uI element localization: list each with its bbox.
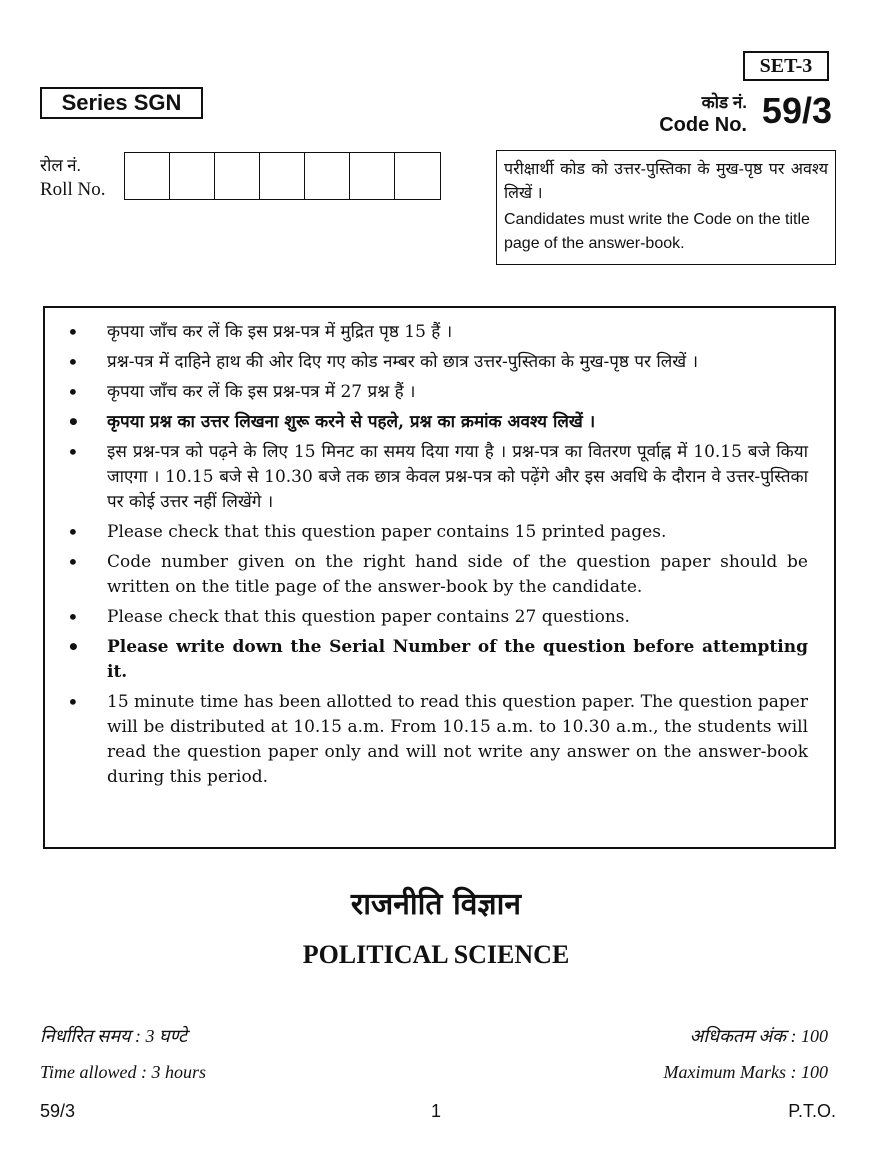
roll-number-cell[interactable] — [395, 153, 440, 199]
time-allowed: Time allowed : 3 hours — [40, 1062, 207, 1082]
code-number: 59/3 — [761, 90, 832, 131]
roll-label: Roll No. — [40, 179, 106, 200]
code-label: Code No. — [659, 114, 747, 136]
roll-number-cell[interactable] — [170, 153, 215, 199]
instruction-item: • कृपया प्रश्न का उत्तर लिखना शुरू करने से पहले, प्रश्न का क्रमांक अवश्य लिखें । — [45, 410, 808, 435]
roll-number-cell[interactable] — [125, 153, 170, 199]
series-label: Series SGN — [40, 87, 203, 119]
code-note-box — [496, 150, 836, 265]
code-note-hindi: परीक्षार्थी कोड को उत्तर-पुस्तिका के मुख-पृष्ठ पर अवश्य लिखें । — [504, 161, 828, 202]
instruction-item: • कृपया जाँच कर लें कि इस प्रश्न-पत्र में मुद्रित पृष्ठ 15 हैं । — [45, 320, 808, 345]
instruction-item: • Please check that this question paper contains 27 questions. — [45, 605, 808, 630]
subject-title-hindi: राजनीति विज्ञान — [350, 887, 522, 922]
roll-number-cell[interactable] — [350, 153, 395, 199]
roll-label-hindi: रोल नं. — [40, 156, 81, 175]
instruction-item: • Please check that this question paper contains 15 printed pages. — [45, 520, 808, 545]
subject-title: POLITICAL SCIENCE — [302, 940, 570, 969]
instruction-item: • 15 minute time has been allotted to read this question paper. The question paper will be distributed at 10.15 a.m. From 10.15 a.m. to 10.30 a.m., the students will read the question paper only and will not write any answer on the answer-book during this period. — [45, 690, 808, 790]
instructions-box — [43, 306, 836, 849]
set-badge: SET-3 — [743, 51, 829, 81]
instruction-item: • Code number given on the right hand side of the question paper should be written on the title page of the answer-book by the candidate. — [45, 550, 808, 600]
roll-number-cell[interactable] — [215, 153, 260, 199]
roll-number-boxes[interactable] — [124, 152, 441, 200]
instruction-item: • Please write down the Serial Number of the question before attempting it. — [45, 635, 808, 685]
max-marks-hindi: अधिकतम अंक : 100 — [689, 1026, 828, 1046]
roll-number-cell[interactable] — [305, 153, 350, 199]
footer-code: 59/3 — [40, 1101, 76, 1121]
roll-number-cell[interactable] — [260, 153, 305, 199]
pto-label: P.T.O. — [788, 1101, 836, 1121]
instruction-item: • प्रश्न-पत्र में दाहिने हाथ की ओर दिए गए कोड नम्बर को छात्र उत्तर-पुस्तिका के मुख-पृष्ठ पर लिखें । — [45, 350, 808, 375]
code-label-hindi: कोड नं. — [701, 93, 747, 112]
instruction-item: • इस प्रश्न-पत्र को पढ़ने के लिए 15 मिनट का समय दिया गया है । प्रश्न-पत्र का वितरण पूर्वाह्न में 10.15 बजे किया जाएगा । 10.15 बजे से 10.30 बजे तक छात्र केवल प्रश्न-पत्र को पढ़ेंगे और इस अवधि के दौरान वे उत्तर-पुस्तिका पर कोई उत्तर नहीं लिखेंगे । — [45, 440, 808, 515]
time-allowed-hindi: निर्धारित समय : 3 घण्टे — [40, 1026, 188, 1046]
code-note-english: Candidates must write the Code on the title page of the answer-book. — [504, 211, 810, 252]
max-marks: Maximum Marks : 100 — [663, 1062, 828, 1082]
instructions-list — [45, 308, 834, 790]
page-number: 1 — [430, 1101, 441, 1121]
instruction-item: • कृपया जाँच कर लें कि इस प्रश्न-पत्र में 27 प्रश्न हैं । — [45, 380, 808, 405]
